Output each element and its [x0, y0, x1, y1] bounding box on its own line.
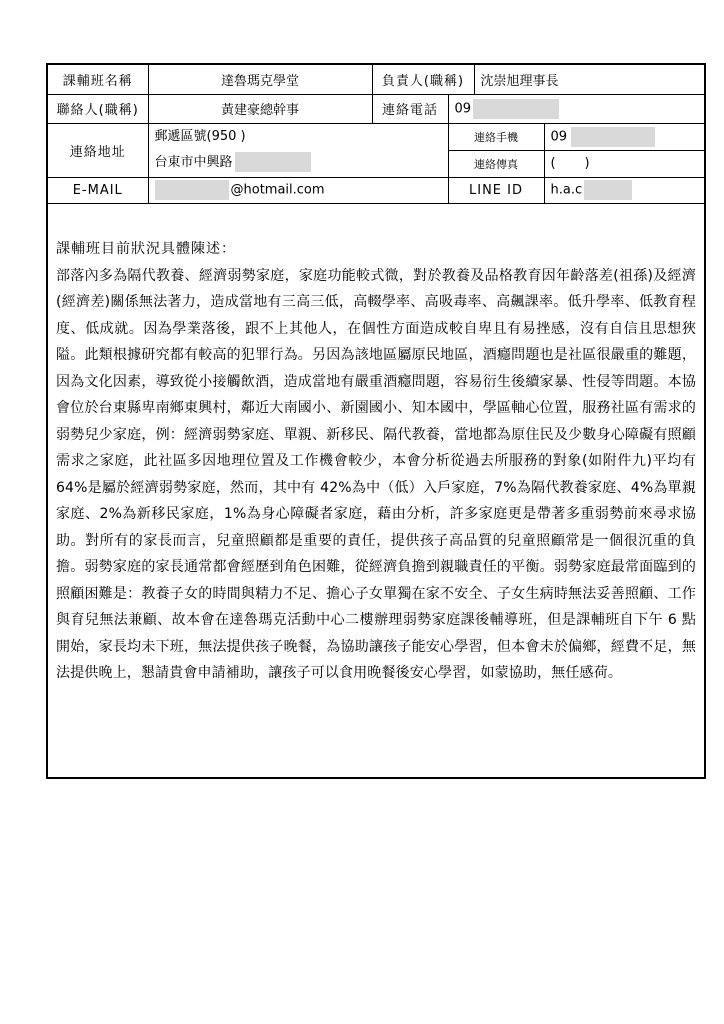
fax-label: 連絡傳真 — [448, 150, 544, 177]
fax-value — [544, 150, 704, 177]
address-line-2 — [155, 150, 442, 176]
contact-person-label: 聯絡人(職稱) — [48, 94, 148, 123]
phone-label: 連絡電話 — [372, 94, 448, 123]
description-heading: 課輔班目前狀況具體陳述： — [56, 241, 236, 257]
phone-cell — [448, 94, 704, 123]
address-line-1: 郵遞區號(950 ) — [154, 128, 246, 144]
phone-value: 09 — [454, 101, 472, 116]
fax-value-text: ( ) — [550, 156, 590, 171]
mobile-label: 連絡手機 — [448, 123, 544, 150]
mobile-redaction — [571, 127, 655, 147]
line-redaction — [584, 180, 632, 200]
description-section — [56, 236, 696, 687]
info-table — [48, 65, 704, 204]
line-value: h.a.c — [550, 182, 583, 198]
email-suffix: @hotmail.com — [230, 182, 325, 198]
contact-person-value: 黃建豪總幹事 — [148, 94, 372, 123]
line-label: LINE ID — [448, 177, 544, 203]
email-label: E-MAIL — [48, 177, 148, 203]
mobile-cell — [544, 123, 704, 150]
manager-label: 負責人(職稱) — [372, 65, 474, 94]
class-name-value: 達魯瑪克學堂 — [148, 65, 372, 94]
address-cell — [148, 123, 448, 177]
application-form — [46, 63, 706, 779]
address-label: 連絡地址 — [48, 123, 148, 177]
line-cell — [544, 177, 704, 203]
email-redaction — [155, 180, 229, 200]
address-redaction — [235, 152, 311, 172]
mobile-value: 09 — [550, 129, 568, 144]
class-name-label: 課輔班名稱 — [48, 65, 148, 94]
address-street: 台東市中興路 — [154, 154, 233, 170]
phone-redaction — [473, 99, 559, 119]
email-cell — [148, 177, 448, 203]
manager-value: 沈崇旭理事長 — [474, 65, 704, 94]
description-body: 部落內多為隔代教養、經濟弱勢家庭，家庭功能較式微，對於教養及品格教育因年齡落差(祖孫)及經濟(經濟差)關係無法著力，造成當地有三高三低，高輟學率、高吸毒率、高飆課率。低升學率、低教育程度、低成就。因為學業落後，跟不上其他人，在個性方面造成較自卑且有易挫感，沒有自信且思想狹隘。此類根據研究都有較高的犯罪行為。另因為該地區屬原民地區，酒癮問題也是社區很嚴重的難題，因為文化因素，導致從小接觸飲酒，造成當地有嚴重酒癮問題，容易衍生後續家暴、性侵等問題。本協會位於台東縣卑南鄉東興村，鄰近大南國小、新園國小、知本國中，學區軸心位置，服務社區有需求的弱勢兒少家庭，例：經濟弱勢家庭、單親、新移民、隔代教養，當地都為原住民及少數身心障礙有照顧需求之家庭，此社區多因地理位置及工作機會較少，本會分析從過去所服務的對象(如附件九)平均有 64%是屬於經濟弱勢家庭，然而，其中有 42%為中（低）入戶家庭，7%為隔代教養家庭、4%為單親家庭、2%為新移民家庭，1%為身心障礙者家庭，藉由分析，許多家庭更是帶著多重弱勢前來尋求協助。對所有的家長而言，兒童照顧都是重要的責任，提供孩子高品質的兒童照顧常是一個很沉重的負擔。弱勢家庭的家長通常都會經歷到角色困難，從經濟負擔到親職責任的平衡。弱勢家庭最常面臨到的照顧困難是：教養子女的時間與精力不足、擔心子女單獨在家不安全、子女生病時無法妥善照顧、工作與育兒無法兼顧、故本會在達魯瑪克活動中心二樓辦理弱勢家庭課後輔導班，但是課輔班自下午 6 點開始，家長均未下班，無法提供孩子晚餐，為協助讓孩子能安心學習，但本會未於偏鄉，經費不足，無法提供晚上，懇請貴會申請補助，讓孩子可以食用晚餐後安心學習，如蒙協助，無任感荷。 — [56, 267, 696, 681]
